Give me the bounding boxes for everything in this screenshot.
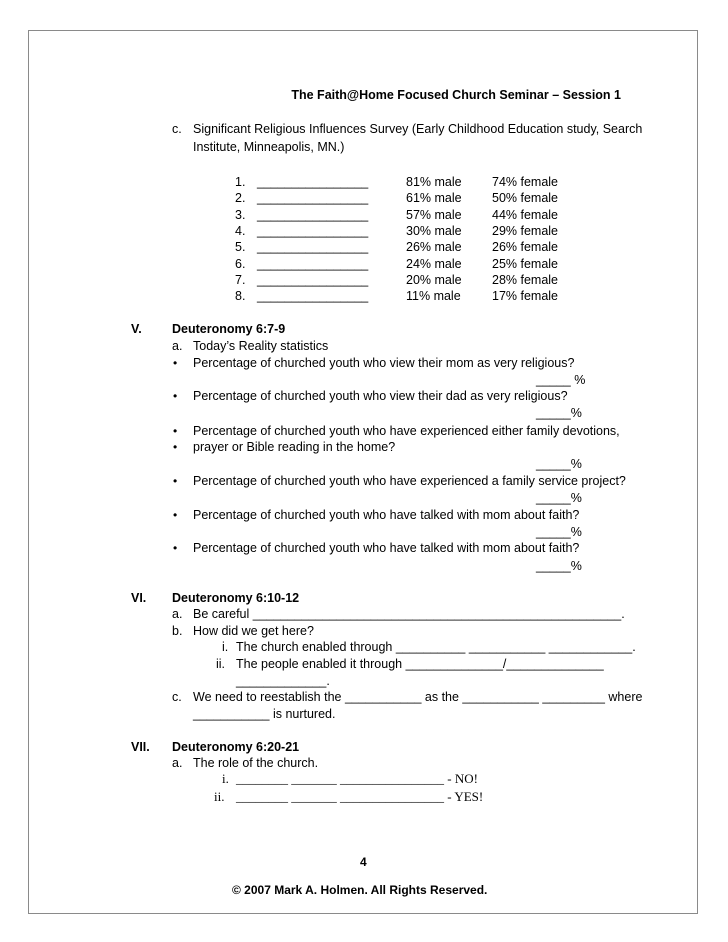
fill-in-line: ________ _______ ________________ - NO! bbox=[236, 771, 478, 786]
answer-blank: ________________ bbox=[257, 240, 369, 254]
male-percentage: 81% male bbox=[406, 175, 462, 189]
bullet-icon: • bbox=[173, 440, 178, 454]
statistic-question: Percentage of churched youth who have experienced a family service project? bbox=[193, 474, 626, 488]
female-percentage: 26% female bbox=[492, 240, 559, 254]
male-percentage: 26% male bbox=[406, 240, 462, 254]
male-percentage: 30% male bbox=[406, 224, 462, 238]
statistic-question: Percentage of churched youth who have talked with mom about faith? bbox=[193, 541, 580, 555]
fill-in-line-cont: ___________ is nurtured. bbox=[193, 707, 336, 721]
page-number: 4 bbox=[360, 855, 367, 869]
statistic-question: Percentage of churched youth who have talked with mom about faith? bbox=[193, 508, 580, 522]
row-number: 7. bbox=[235, 273, 246, 287]
male-percentage: 20% male bbox=[406, 273, 462, 287]
statistic-question: Percentage of churched youth who have experienced either family devotions, bbox=[193, 424, 620, 438]
section-heading: Deuteronomy 6:10-12 bbox=[172, 591, 300, 605]
answer-blank: _____% bbox=[536, 525, 582, 539]
male-percentage: 57% male bbox=[406, 208, 462, 222]
section-heading: Deuteronomy 6:7-9 bbox=[172, 322, 286, 336]
bullet-icon: • bbox=[173, 389, 178, 403]
row-number: 5. bbox=[235, 240, 246, 254]
list-marker: i. bbox=[222, 771, 229, 786]
fill-in-line: We need to reestablish the ___________ as the ___________ _________ where bbox=[193, 690, 643, 704]
section-numeral: VI. bbox=[131, 591, 147, 605]
header-title: The Faith@Home Focused Church Seminar – Session 1 bbox=[291, 88, 621, 102]
statistic-question: Percentage of churched youth who view their mom as very religious? bbox=[193, 356, 575, 370]
copyright-notice: © 2007 Mark A. Holmen. All Rights Reserved. bbox=[232, 883, 488, 897]
list-marker: b. bbox=[172, 624, 183, 638]
answer-blank: ________________ bbox=[257, 191, 369, 205]
bullet-icon: • bbox=[173, 474, 178, 488]
list-marker: i. bbox=[222, 640, 229, 654]
answer-blank: ________________ bbox=[257, 257, 369, 271]
answer-blank: ________________ bbox=[257, 208, 369, 222]
answer-blank: ________________ bbox=[257, 289, 369, 303]
survey-description-cont: Institute, Minneapolis, MN.) bbox=[193, 140, 345, 154]
answer-blank: _____% bbox=[536, 491, 582, 505]
list-marker: c. bbox=[172, 690, 182, 704]
row-number: 2. bbox=[235, 191, 246, 205]
list-marker: c. bbox=[172, 122, 182, 136]
answer-blank: ________________ bbox=[257, 175, 369, 189]
answer-blank: _____% bbox=[536, 406, 582, 420]
section-numeral: VII. bbox=[131, 740, 150, 754]
list-marker: ii. bbox=[214, 789, 225, 804]
female-percentage: 50% female bbox=[492, 191, 559, 205]
statistic-question: prayer or Bible reading in the home? bbox=[193, 440, 396, 454]
fill-in-line: The people enabled it through ______________/______________ bbox=[236, 657, 604, 671]
female-percentage: 44% female bbox=[492, 208, 559, 222]
statistic-question: Percentage of churched youth who view their dad as very religious? bbox=[193, 389, 568, 403]
answer-blank: _____% bbox=[536, 559, 582, 573]
question-line: The role of the church. bbox=[193, 756, 319, 770]
male-percentage: 61% male bbox=[406, 191, 462, 205]
bullet-icon: • bbox=[173, 541, 178, 555]
list-marker: a. bbox=[172, 607, 183, 621]
answer-blank: ________________ bbox=[257, 273, 369, 287]
fill-in-line: The church enabled through __________ ___________ ____________. bbox=[236, 640, 636, 654]
bullet-icon: • bbox=[173, 508, 178, 522]
list-marker: ii. bbox=[216, 657, 226, 671]
fill-in-line-cont: _____________. bbox=[236, 674, 330, 688]
female-percentage: 28% female bbox=[492, 273, 559, 287]
fill-in-line: ________ _______ ________________ - YES! bbox=[236, 789, 484, 804]
statistics-label: Today’s Reality statistics bbox=[193, 339, 329, 353]
row-number: 3. bbox=[235, 208, 246, 222]
answer-blank: _____ % bbox=[536, 373, 586, 387]
bullet-icon: • bbox=[173, 424, 178, 438]
male-percentage: 24% male bbox=[406, 257, 462, 271]
female-percentage: 74% female bbox=[492, 175, 559, 189]
answer-blank: _____% bbox=[536, 457, 582, 471]
survey-description: Significant Religious Influences Survey (Early Childhood Education study, Search bbox=[193, 122, 643, 136]
question-line: How did we get here? bbox=[193, 624, 314, 638]
answer-blank: ________________ bbox=[257, 224, 369, 238]
section-heading: Deuteronomy 6:20-21 bbox=[172, 740, 300, 754]
bullet-icon: • bbox=[173, 356, 178, 370]
row-number: 1. bbox=[235, 175, 246, 189]
row-number: 4. bbox=[235, 224, 246, 238]
list-marker: a. bbox=[172, 756, 183, 770]
list-marker: a. bbox=[172, 339, 183, 353]
female-percentage: 25% female bbox=[492, 257, 559, 271]
male-percentage: 11% male bbox=[406, 289, 461, 303]
female-percentage: 17% female bbox=[492, 289, 559, 303]
section-numeral: V. bbox=[131, 322, 142, 336]
row-number: 6. bbox=[235, 257, 246, 271]
female-percentage: 29% female bbox=[492, 224, 559, 238]
fill-in-line: Be careful _____________________________________________________. bbox=[193, 607, 625, 621]
row-number: 8. bbox=[235, 289, 246, 303]
